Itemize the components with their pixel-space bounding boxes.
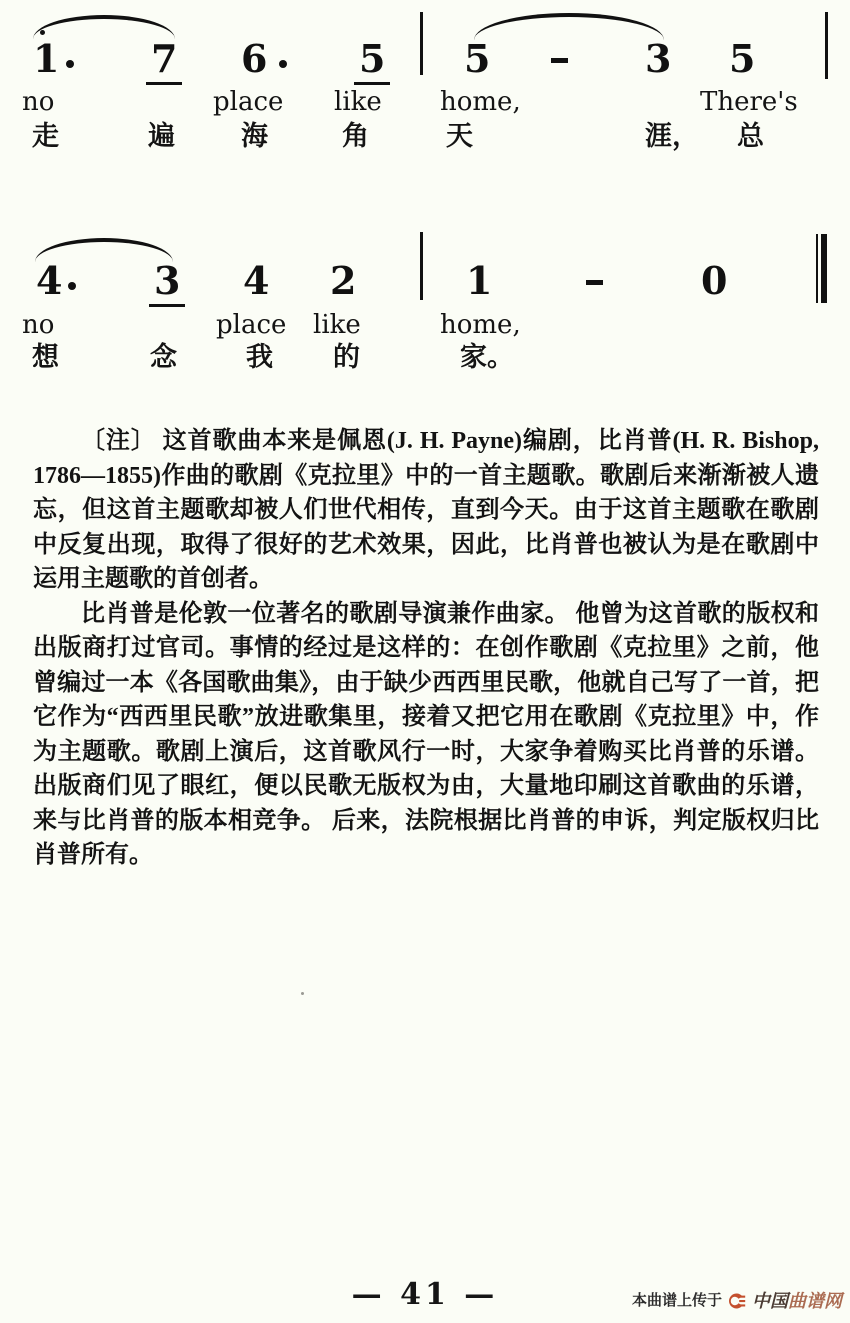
note-number: 5 (354, 40, 390, 85)
lyric-word-en: place (216, 310, 287, 340)
lyric-word-zh: 遍 (148, 121, 175, 151)
note-number: 4 (36, 258, 63, 303)
lyric-word-zh: 想 (32, 342, 59, 372)
lyric-word-zh: 海 (241, 121, 268, 151)
augmentation-dot (68, 282, 76, 290)
note-number: 5 (729, 36, 756, 81)
site-name (752, 1292, 842, 1310)
note-number: 2 (330, 258, 357, 303)
upload-credit-text: 本曲谱上传于 (631, 1292, 722, 1309)
note-number: 4 (243, 258, 270, 303)
note-number: 7 (146, 40, 182, 85)
footnote-section (33, 424, 819, 873)
footnote-paragraph: 比肖普是伦敦一位著名的歌剧导演兼作曲家。 他曾为这首歌的版权和出版商打过官司。事情的经过是这样的：在创作歌剧《克拉里》之前，他曾编过一本《各国歌曲集》，由于缺少西西里民歌，他就自己写了一首，把它作为“西西里民歌”放进歌集里，接着又把它用在歌剧《克拉里》中，作为主题歌。歌剧上演后，这首歌风行一时，大家争着购买比肖普的乐谱。出版商们见了眼红，便以民歌无版权为由，大量地印刷这首歌曲的乐谱，来与比肖普的版本相竞争。 后来，法院根据比肖普的申诉，判定版权归比肖普所有。 (33, 600, 819, 868)
dash-note (586, 280, 603, 285)
site-watermark (632, 1291, 842, 1311)
lyric-word-zh: 走 (32, 121, 59, 151)
note-number: 6 (241, 36, 268, 81)
slur-arc (474, 13, 664, 40)
footnote-paragraph: 〔注〕 这首歌曲本来是佩恩(J. H. Payne)编剧，比肖普(H. R. Bishop, 1786—1855)作曲的歌剧《克拉里》中的一首主题歌。歌剧后来渐渐被人遗忘，但这首主题歌却被人们世代相传，直到今天。由于这首主题歌在歌剧中反复出现，取得了很好的艺术效果，因此，比肖普也被认为是在歌剧中运用主题歌的首创者。 (33, 428, 819, 592)
note-number: 3 (149, 262, 185, 307)
note-number: 1 (466, 258, 493, 303)
note-number: 1 (33, 36, 60, 81)
site-logo-icon (727, 1291, 747, 1311)
lyric-word-zh: 的 (333, 342, 360, 372)
site-name-suffix: 曲谱网 (788, 1291, 842, 1311)
barline (825, 12, 828, 79)
lyric-word-zh: 家。 (460, 342, 514, 372)
barline (420, 12, 423, 75)
lyric-word-en: place (213, 87, 284, 117)
octave-dot (40, 30, 45, 35)
lyric-word-en: like (334, 87, 382, 117)
lyric-word-zh: 天 (446, 121, 473, 151)
print-speck (301, 992, 304, 995)
lyric-word-en: home, (440, 310, 521, 340)
lyric-word-en: home, (440, 87, 521, 117)
note-number: 0 (701, 258, 728, 303)
lyric-word-en: no (22, 87, 55, 117)
lyric-word-zh: 念 (150, 342, 177, 372)
lyric-word-zh: 涯， (645, 121, 699, 151)
lyric-word-zh: 角 (342, 121, 369, 151)
page-number: — 41 — (351, 1277, 499, 1312)
note-number: 5 (464, 36, 491, 81)
dash-note (551, 58, 568, 63)
lyric-word-en: There's (700, 87, 798, 117)
lyric-word-zh: 我 (246, 342, 273, 372)
lyric-word-en: no (22, 310, 55, 340)
double-barline (821, 234, 827, 303)
lyric-word-zh: 总 (737, 121, 764, 151)
augmentation-dot (279, 60, 287, 68)
double-barline (816, 234, 818, 303)
site-name-cn: 中国 (752, 1291, 788, 1311)
note-number: 3 (645, 36, 672, 81)
barline (420, 232, 423, 300)
lyric-word-en: like (313, 310, 361, 340)
augmentation-dot (66, 60, 74, 68)
